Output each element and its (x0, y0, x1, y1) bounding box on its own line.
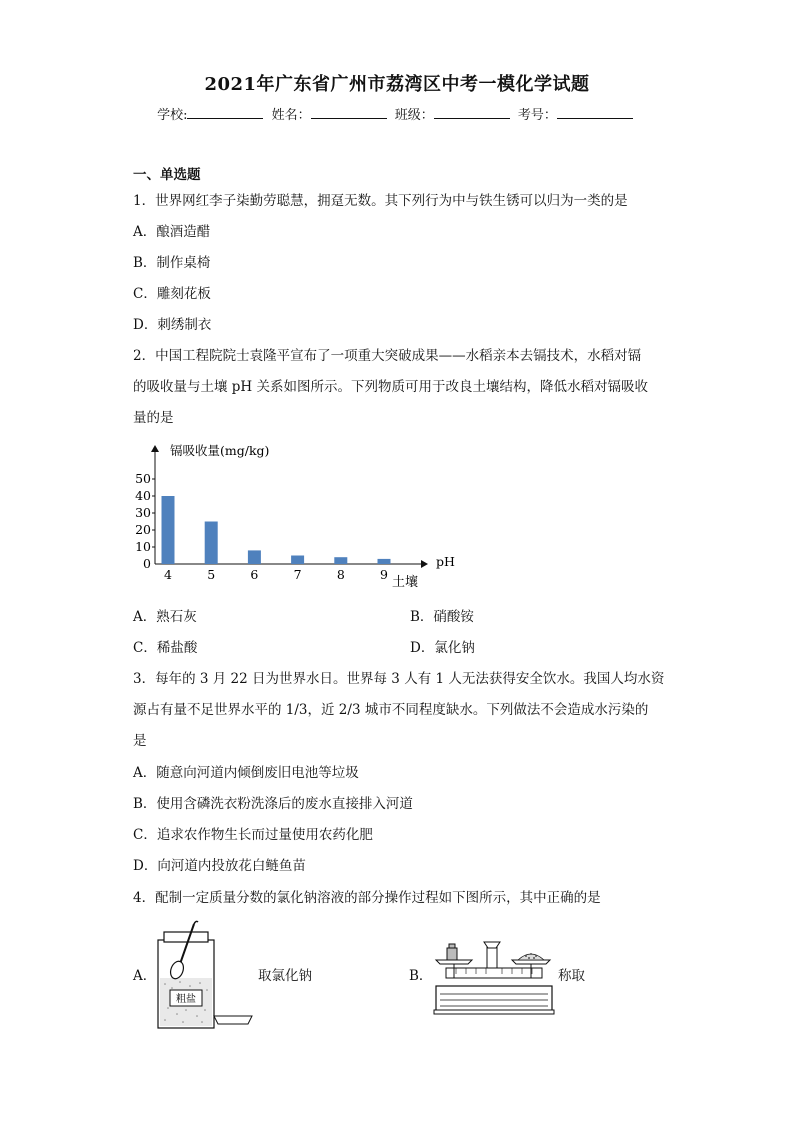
school-blank (187, 106, 263, 119)
x-tick-label: 5 (207, 567, 216, 582)
q4-option-a-letter: A． (133, 968, 157, 984)
q2-option-a: A．熟石灰 (133, 609, 197, 625)
class-label: 班级： (394, 108, 434, 123)
x-tick-label: 7 (293, 567, 302, 582)
q2-stem-line: 2．中国工程院院士袁隆平宣布了一项重大突破成果——水稻亲本去镉技术，水稻对镉 (133, 348, 642, 364)
balance-scale-illustration (432, 934, 556, 1016)
name-label: 姓名： (271, 108, 311, 123)
q2-option-c: C．稀盐酸 (133, 640, 198, 656)
bar-ph-5 (205, 522, 218, 565)
q3-option-c: C．追求农作物生长而过量使用农药化肥 (133, 827, 373, 843)
q2-option-b: B．硝酸铵 (410, 609, 474, 625)
salt-jar-spoon-illustration (150, 918, 260, 1033)
page-title: 2021年广东省广州市荔湾区中考一模化学试题 (204, 74, 590, 95)
q1-option-a: A．酿酒造醋 (133, 224, 211, 240)
school-label: 学校: (157, 108, 188, 123)
y-tick-label: 40 (135, 488, 151, 503)
q3-option-a: A．随意向河道内倾倒废旧电池等垃圾 (133, 765, 359, 781)
bar-ph-6 (248, 550, 261, 564)
q2-option-d: D．氯化钠 (410, 640, 475, 656)
bar-ph-9 (378, 559, 391, 564)
q4-option-b-letter: B． (409, 968, 433, 984)
class-blank (434, 106, 510, 119)
x-tick-label: 6 (250, 567, 259, 582)
q3-stem-line: 3．每年的 3 月 22 日为世界水日。世界每 3 人有 1 人无法获得安全饮水。我国人均水资 (133, 671, 665, 687)
q1-stem: 1．世界网红李子柒勤劳聪慧，拥趸无数。其下列行为中与铁生锈可以归为一类的是 (133, 193, 628, 209)
x-tick-label: 8 (336, 567, 345, 582)
q3-option-d: D．向河道内投放花白鲢鱼苗 (133, 858, 306, 874)
y-axis-label: 镉吸收量(mg/kg) (170, 443, 270, 458)
q3-stem-line: 是 (133, 733, 147, 749)
section-title: 一、单选题 (133, 167, 201, 183)
y-tick-label: 10 (135, 539, 151, 554)
x-axis-label: pH (436, 554, 455, 569)
jar-label: 粗盐 (176, 994, 196, 1005)
q4-option-b-caption: 称取 (558, 968, 585, 984)
name-blank (311, 106, 387, 119)
exam-number-label: 考号： (517, 108, 557, 123)
q3-option-b: B．使用含磷洗衣粉洗涤后的废水直接排入河道 (133, 796, 413, 812)
q1-option-d: D．刺绣制衣 (133, 317, 212, 333)
x-tick-label: 4 (164, 567, 172, 582)
q1-option-b: B．制作桌椅 (133, 255, 211, 271)
y-tick-label: 30 (135, 505, 151, 520)
x-tick-label: 9 (380, 567, 388, 582)
student-info-row (0, 104, 794, 123)
exam-number-blank (557, 106, 633, 119)
bar-ph-8 (334, 557, 347, 564)
cadmium-ph-chart (130, 436, 470, 596)
q1-option-c: C．雕刻花板 (133, 286, 211, 302)
bar-ph-7 (291, 556, 304, 565)
x-axis-sublabel: 土壤 (392, 575, 419, 590)
y-tick-label: 0 (143, 556, 151, 571)
bar-ph-4 (162, 496, 175, 564)
q2-stem-line: 的吸收量与土壤 pH 关系如图所示。下列物质可用于改良土壤结构，降低水稻对镉吸收 (133, 379, 648, 395)
y-tick-label: 50 (135, 471, 151, 486)
y-tick-label: 20 (135, 522, 151, 537)
q2-stem-line: 量的是 (133, 410, 174, 426)
q3-stem-line: 源占有量不足世界水平的 1/3，近 2/3 城市不同程度缺水。下列做法不会造成水污染的 (133, 702, 649, 718)
q4-option-a-caption: 取氯化钠 (258, 968, 312, 984)
q4-stem: 4．配制一定质量分数的氯化钠溶液的部分操作过程如下图所示，其中正确的是 (133, 890, 601, 906)
